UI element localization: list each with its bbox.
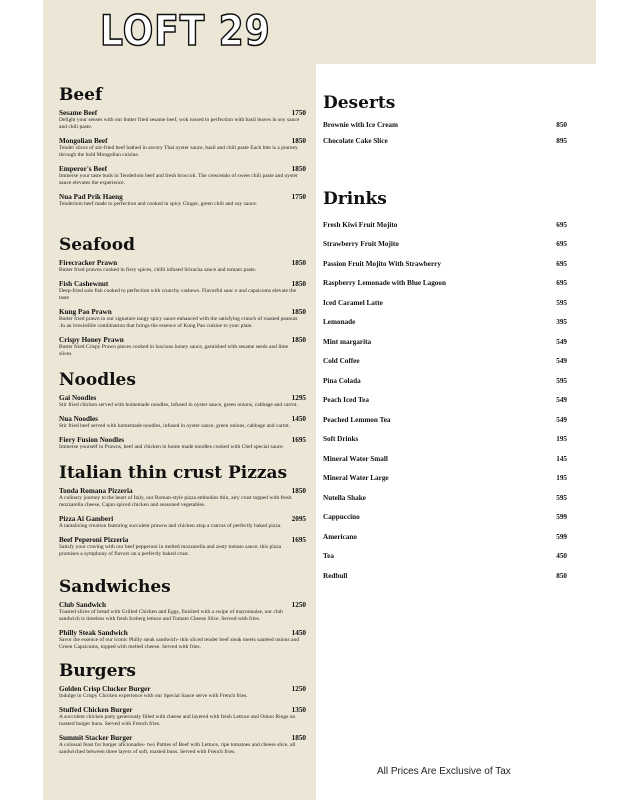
menu-item-name: Tonda Romana Pizzeria [59,486,133,495]
drink-name: Mineral Water Small [323,454,388,463]
menu-item-price: 1850 [291,164,306,173]
menu-item-price: 1450 [291,628,306,637]
menu-item-header [59,193,306,201]
drink-price: 850 [556,571,567,580]
menu-item-name: Summit Stacker Burger [59,733,133,742]
menu-item-description: Savor the essence of our iconic Philly steak sandwich- thin sliced tender beef steak meets sautéed onions and Green Capsicums, topped with melted cheese. Served with fries. [59,637,299,650]
menu-item-price: 1750 [291,108,306,117]
drink-name: Fresh Kiwi Fruit Mojito [323,220,398,229]
menu-item [59,137,306,159]
section-seafood [59,236,306,364]
drink-row [323,299,567,319]
menu-item-price: 1850 [291,279,306,288]
desert-price: 850 [556,120,567,129]
section-title: Sandwiches [59,577,171,597]
menu-item-price: 1750 [291,192,306,201]
menu-item-header [59,415,306,423]
menu-item-header [59,308,306,316]
menu-item-description: Stir fried chicken served with homemade noodles, infused in oyster sauce, green onions, cabbage and carrot. [59,401,298,408]
drink-name: Americano [323,532,357,541]
drink-name: Cold Coffee [323,357,360,366]
section-sandwiches [59,578,306,657]
menu-item [59,415,306,430]
drink-list [323,221,567,592]
drink-name: Peached Lemmon Tea [323,415,391,424]
drink-row [323,572,567,592]
drink-price: 695 [556,259,567,268]
menu-item-description: A succulent chicken patty generously filled with cheese and layered with fresh Lettuce and Onion Rings on toasted burger buns. Served with French fries. [59,714,296,727]
menu-item-header [59,487,306,495]
drink-row [323,435,567,455]
menu-item-description: A colossal feast for burger aficionados- two Patties of Beef with Lettuce, ripe tomatoes and cheese slice, all sandwiched between three layers of soft, toasted buns. Served with French fries. [59,742,296,756]
drink-row [323,318,567,338]
section-noodles [59,371,306,457]
drink-name: Iced Caramel Latte [323,298,383,307]
tax-note: All Prices Are Exclusive of Tax [377,766,511,777]
menu-item-header [59,336,306,344]
drink-name: Nutella Shake [323,493,366,502]
logo: LOFT 29 [100,6,271,55]
drink-price: 595 [556,493,567,502]
section-beef [59,86,306,214]
menu-item-description: A tantalizing creation featuring succulent prawns and chicken atop a canvas of perfectly baked pizza. [59,523,282,529]
drink-row [323,221,567,241]
drink-price: 695 [556,240,567,249]
menu-item-header [59,536,306,544]
menu-item-header [59,165,306,173]
menu-item-description: Toasted slices of bread with Grilled Chicken and Eggs, finished with a swipe of mayonnaise, our club sandwich is timeless with fresh Iceberg lettuce and Tomato Cheese Slice. Served with fries. [59,608,283,622]
menu-item-price: 2095 [291,514,306,523]
drink-row [323,533,567,553]
menu-item-header [59,515,306,523]
menu-item-description: Deep-fried sole fish cooked to perfection with crunchy cashews. Flavorful sauc e and capsicums elevate the taste [59,288,297,301]
menu-item-description: Tender slices of stir-fried beef bathed in savory Thai oyster sauce, basil and chili paste Each bite is a journey through the bold Mongolian cuisine. [59,145,298,158]
drink-row [323,377,567,397]
drink-price: 695 [556,220,567,229]
drink-row [323,552,567,572]
menu-item-name: Gai Noodles [59,393,97,402]
desert-price: 895 [556,136,567,145]
section-pizzas [59,464,306,564]
menu-item-price: 1250 [291,600,306,609]
drink-name: Passion Fruit Mojito With Strawberry [323,259,441,268]
drink-price: 595 [556,376,567,385]
menu-item-price: 1695 [291,436,306,444]
drink-price: 549 [556,396,567,405]
menu-item-description: Stir fried beef served with homemade noodles, infused in oyster sauce, green onions, cabbage and carrot. [59,423,291,430]
menu-item-price: 1695 [291,535,306,544]
drink-name: Redbull [323,571,348,580]
menu-item [59,259,306,274]
drink-row [323,240,567,260]
menu-item-description: Immerse your taste buds in Tenderloin beef and fresh broccoli. The crescendo of sweet chili paste and oyster sauce elevates the experience. [59,173,298,186]
menu-item-name: Emperor's Beef [59,164,107,173]
menu-item-description: Indulge in Crispy Chicken experience with our Special Sauce serve with French fries. [59,692,248,699]
menu-item-name: Fish Cashewnut [59,279,109,288]
desert-name: Brownie with Ice Cream [323,120,398,129]
menu-item [59,436,306,451]
menu-item-price: 1850 [291,733,306,742]
drink-row [323,279,567,299]
menu-item [59,394,306,409]
drink-price: 595 [556,298,567,307]
menu-item [59,629,306,651]
drink-price: 549 [556,415,567,424]
menu-item-price: 1850 [291,486,306,495]
menu-item-description: Satisfy your craving with our beef pepperoni in melted mozzarella and zesty tomato sauce, this pizza promises a symphony of flavors on a perfectly baked crust. [59,544,282,558]
menu-item-description: Butter fried Crispy Prawn pieces cooked in luscious honey sauce, garnished with sesame seeds and lime slices. [59,344,289,358]
menu-item-price: 1450 [291,414,306,423]
drink-price: 549 [556,357,567,366]
menu-item [59,515,306,530]
menu-item-price: 1250 [291,684,306,693]
drink-name: Raspberry Lemonade with Blue Lagoon [323,279,446,288]
drink-row [323,396,567,416]
deserts-title: Deserts [323,93,396,113]
drinks-title: Drinks [323,189,387,209]
menu-item-price: 1850 [291,258,306,267]
menu-item-name: Beef Peperoni Pizzeria [59,535,129,544]
deserts-section [323,94,567,153]
drink-price: 599 [556,532,567,541]
menu-item-header [59,685,306,693]
menu-item-description: Delight your senses with our butter fried sesame beef, wok tossed to perfection with basil leaves in soy sauce and chili paste. [59,116,300,130]
menu-item [59,165,306,187]
desert-name: Chocolate Cake Slice [323,136,388,145]
drink-price: 695 [556,279,567,288]
menu-item-header [59,109,306,117]
drink-price: 599 [556,513,567,522]
drink-price: 450 [556,552,567,561]
menu-item [59,536,306,558]
drink-name: Strawberry Fruit Mojito [323,240,399,249]
menu-item-name: Crispy Honey Prawn [59,335,124,344]
drink-row [323,455,567,475]
drink-name: Mineral Water Large [323,474,389,483]
menu-item-name: Club Sandwich [59,600,106,609]
top-band-background [316,0,596,64]
section-title: Burgers [59,661,136,681]
section-burgers [59,662,306,762]
menu-item-name: Kung Pao Prawn [59,307,112,316]
drink-price: 395 [556,318,567,327]
menu-item-name: Sesame Beef [59,108,98,117]
menu-item-description: A culinary journey to the heart of Italy, our Roman-style pizza embodies thin, airy crust topped with fresh mozzarella cheese, Cajun spiced chicken and seasoned vegetables. [59,494,292,508]
menu-item-name: Mongolian Beef [59,136,108,145]
drink-row [323,416,567,436]
drink-name: Pina Colada [323,376,361,385]
menu-item-header [59,259,306,267]
drinks-section [323,190,567,591]
drink-price: 145 [556,454,567,463]
desert-row [323,121,567,137]
menu-item-header [59,629,306,637]
menu-item-header [59,601,306,609]
menu-item-header [59,394,306,402]
menu-item [59,193,306,208]
drink-price: 195 [556,435,567,444]
menu-item-name: Nua Noodles [59,414,98,423]
menu-item [59,308,306,330]
drink-price: 195 [556,474,567,483]
drink-name: Cappuccino [323,513,360,522]
menu-item-header [59,137,306,145]
menu-item-header [59,706,306,714]
drink-name: Peach Iced Tea [323,396,369,405]
menu-item-price: 1850 [291,136,306,145]
menu-item-price: 1850 [291,335,306,344]
desert-list [323,121,567,153]
section-title: Beef [59,85,103,105]
drink-row [323,338,567,358]
section-title: Noodles [59,370,136,390]
menu-item-description: Butter fried prawn in our signature tangy spicy sauce enhanced with the satisfying crunch of roasted peanuts .In an irresistible combination that brings the essence of Kung Pao cuisine to your plate. [59,316,298,330]
section-title: Seafood [59,235,135,255]
drink-price: 549 [556,337,567,346]
drink-row [323,494,567,514]
section-title: Italian thin crust Pizzas [59,463,288,483]
drink-name: Mint margarita [323,337,372,346]
menu-item-name: Pizza Ai Gamberi [59,514,114,523]
drink-name: Soft Drinks [323,435,359,444]
desert-row [323,137,567,153]
menu-item-name: Firecracker Prawn [59,258,118,267]
menu-item-description: Butter fried prawns cooked in fiery spices, chilli infused Sriracha sauce and tomato paste. [59,266,257,273]
menu-item [59,109,306,131]
menu-item-header [59,280,306,288]
menu-item [59,685,306,700]
menu-item-name: Stuffed Chicken Burger [59,705,133,714]
drink-row [323,357,567,377]
drink-row [323,513,567,533]
menu-item-description: Tenderloin beef made to perfection and cooked in spicy Ginger, green chili and soy sauce. [59,201,258,208]
drink-row [323,260,567,280]
menu-item [59,601,306,623]
menu-item-price: 1295 [291,393,306,402]
menu-item [59,706,306,728]
drink-name: Tea [323,552,334,561]
menu-item-price: 1350 [291,705,306,714]
menu-item-price: 1850 [291,307,306,316]
menu-item [59,487,306,509]
menu-item-name: Golden Crisp Clucker Burger [59,684,151,693]
menu-item-header [59,734,306,742]
drink-row [323,474,567,494]
menu-item [59,336,306,358]
drink-name: Lemonade [323,318,356,327]
menu-item-name: Philly Steak Sandwich [59,628,128,637]
menu-item [59,734,306,756]
menu-item [59,280,306,302]
menu-item-name: Nua Pad Prik Haeng [59,192,123,201]
menu-item-description: Immerse yourself in Prawns, beef and chicken in home made noodles cooked with Chef special sauce. [59,444,284,451]
menu-item-name: Fiery Fusion Noodles [59,436,125,444]
